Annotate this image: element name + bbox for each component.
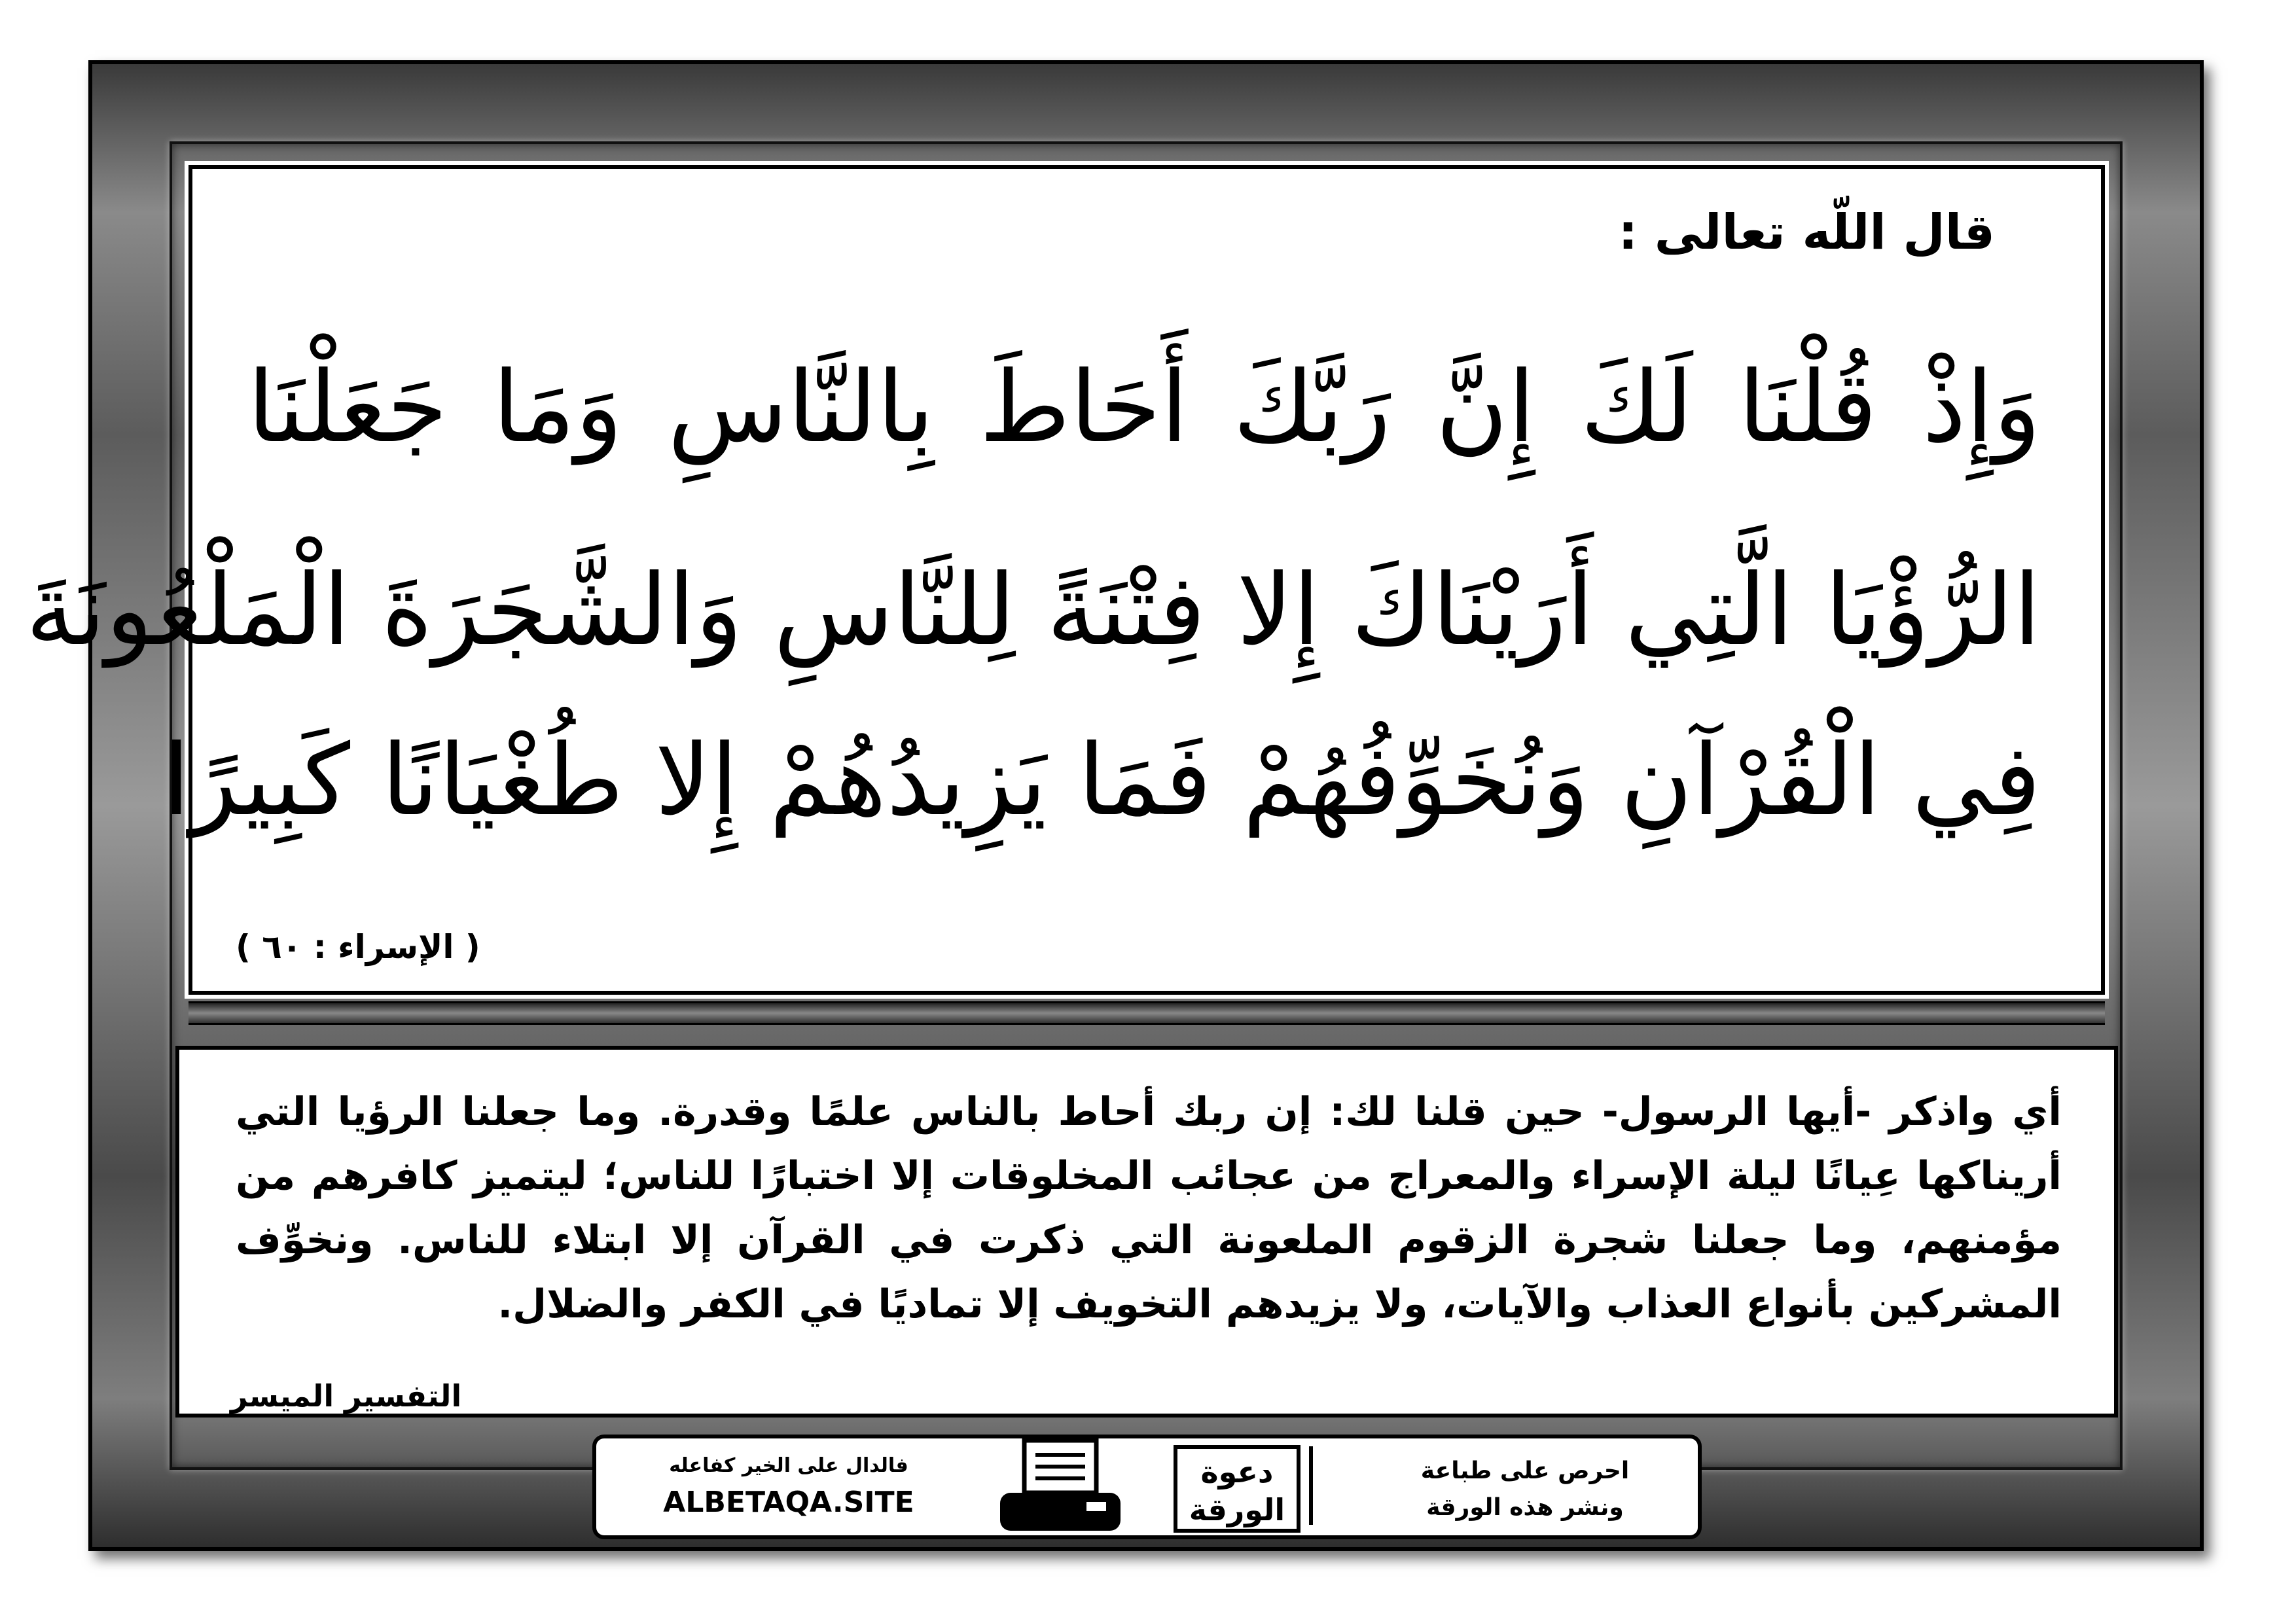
footer-print-line-1: احرص على طباعة: [1420, 1457, 1630, 1484]
printer-icon: [995, 1436, 1126, 1535]
tafsir-source: التفسير الميسر: [230, 1378, 462, 1414]
verse-reference: ( الإسراء : ٦٠ ): [236, 928, 480, 966]
footer-divider: [1309, 1446, 1313, 1525]
footer-site-caption: فالدال على الخير كفاعله: [669, 1454, 908, 1477]
panel-separator: [188, 1001, 2105, 1025]
logo-line-2: الورقة: [1189, 1492, 1285, 1527]
logo-mark: [1172, 1443, 1302, 1535]
footer-print-text: [1361, 1453, 1689, 1526]
verse-line-3: فِي الْقُرْآنِ وَنُخَوِّفُهُمْ فَمَا يَزِيدُهُمْ إِلا طُغْيَانًا كَبِيرًا: [162, 724, 2041, 838]
verse-intro: قال اللّه تعالى :: [1618, 204, 1995, 260]
verse-line-2: الرُّؤْيَا الَّتِي أَرَيْنَاكَ إِلا فِتْنَةً لِلنَّاسِ وَالشَّجَرَةَ الْمَلْعُونَةَ: [26, 554, 2041, 668]
footer-print-line-2: ونشر هذه الورقة: [1426, 1494, 1624, 1521]
footer-site-url[interactable]: ALBETAQA.SITE: [663, 1486, 914, 1519]
logo-line-1: دعوة: [1200, 1454, 1274, 1489]
tafsir-text: أي واذكر -أيها الرسول- حين قلنا لك: إن ربك أحاط بالناس علمًا وقدرة. وما جعلنا الرؤيا التي أريناكها عِيانًا ليلة الإسراء والمعراج من عجائب المخلوقات إلا اختبارًا للناس؛ ليتميز كافرهم من مؤمنهم، وما جعلنا شجرة الزقوم الملعونة التي ذكرت في القرآن إلا ابتلاء للناس. ونخوِّف المشركين بأنواع العذاب والآيات، ولا يزيدهم التخويف إلا تماديًا في الكفر والضلال.: [236, 1089, 2062, 1327]
verse-line-1: وَإِذْ قُلْنَا لَكَ إِنَّ رَبَّكَ أَحَاطَ بِالنَّاسِ وَمَا جَعَلْنَا: [247, 351, 2041, 465]
